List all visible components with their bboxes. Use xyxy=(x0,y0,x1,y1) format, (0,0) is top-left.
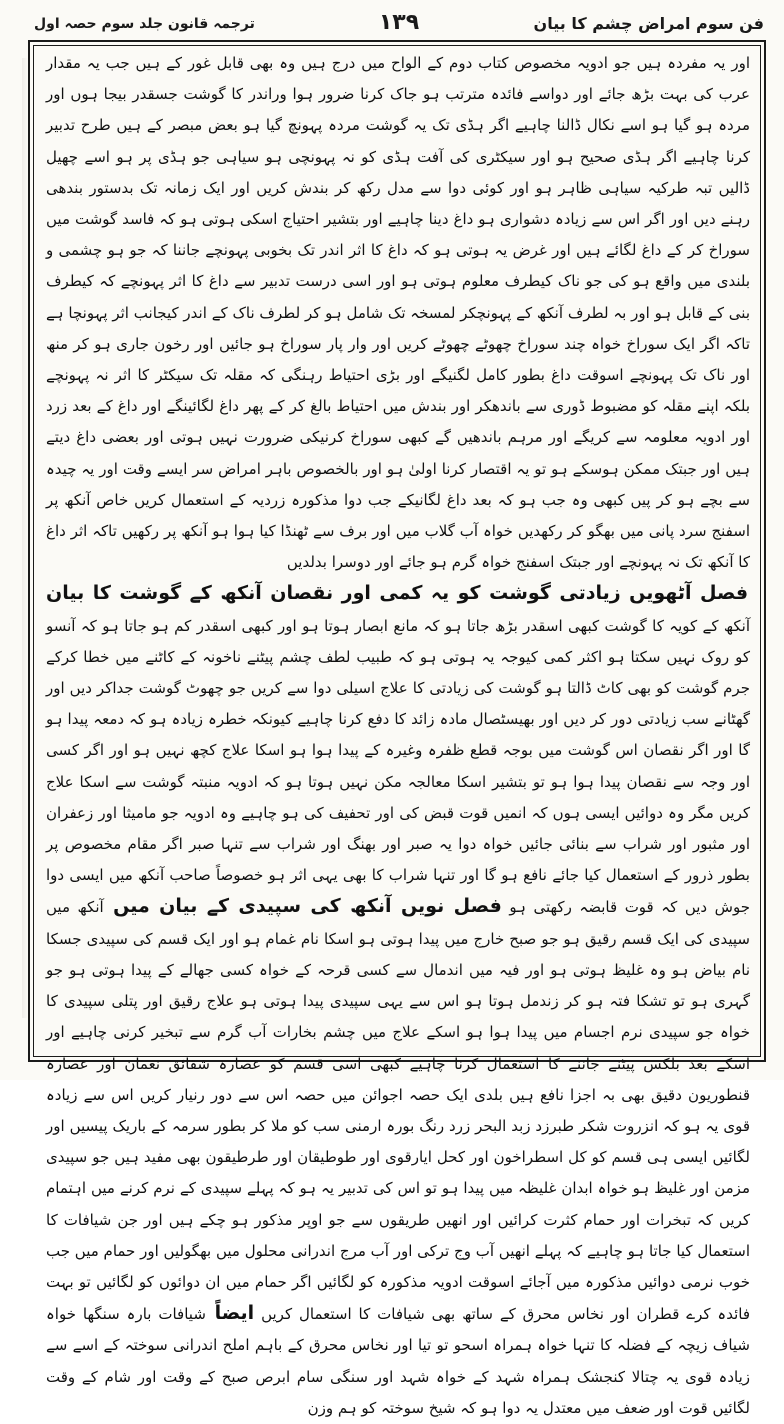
page-number: ۱۳۹ xyxy=(378,10,420,35)
book-title: ترجمہ قانون جلد سوم حصہ اول xyxy=(34,16,255,32)
page-body xyxy=(40,48,756,1417)
section-text: آنکھ کے کویہ کا گوشت کبھی اسقدر بڑھ جاتا ہو کہ مانع ابصار ہوتا ہو اور کبھی اسقدر کم ہو جاتا ہو کہ آنسو کو روک نہیں سکتا ہو اکثر کمی کیوجہ یہ ہوتی ہو کہ طبیب لطف چشم پیٹنے ناخونہ کے کاٹنے میں خطا کرکے جرم گوشت کو بھی کاٹ ڈالتا ہو گوشت کی زیادتی کا علاج اسیلی دوا سے کریں جو چھوٹ گوشت جداکر دیں اور گھٹانے سب زیادتی دور کر دیں اور بھیسٹصال مادہ زائد کا دفع کرنا چاہیے کیونکہ خطرہ زیادہ ہو کہ دمعہ پیدا ہو گا اور اگر نقصان اس گوشت میں بوجہ قطع ظفرہ وغیرہ کے پیدا ہوا ہو اسکا علاج کچھ نہیں ہو اور اگر کسی اور وجہ سے نقصان پیدا ہوا ہو تو بتشیر اسکا معالجہ مکن نہیں ہوتا ہو کہ ادویہ منبتہ گوشت سے اسکا علاج کریں مگر وہ دوائیں ایسی ہوں کہ انمیں قوت قبض کی اور تحفیف کی ہو چاہیے وہ ادویہ جو مامیثا اور زعفران اور مثبور اور شراب سے بنائی جائیں خواہ دوا یہ صبر اور بھنگ اور شراب سے تنہا صبر اگر مقام مخصوص پر بطور ذرور کے استعمال کیا جائے نافع ہو گا اور تنہا شراب کا بھی یہی اثر ہو خصوصاً صاحب آنکھ میں ایسی دوا جوش دیں کہ قوت قابضہ رکھتی ہو xyxy=(46,616,751,917)
section-paragraph xyxy=(40,578,756,1423)
section-text: آنکھ میں سپیدی کی ایک قسم رقیق ہو جو صبح خارج میں پیدا ہوتی ہو اسکا نام غمام ہو اور ایک قسم کی سپیدی جسکا نام بیاض ہو وہ غلیظ ہوتی ہو اور فیہ میں اندمال سے کسی قرحہ کے خواہ کسی جھالے کے پیدا ہوتی ہو جو گہری ہو تو تشکا فتہ ہو کر زندمل ہوتا ہو اس سے یہی سپیدی پیدا ہوتی ہو علاج رقیق اور پتلی سپیدی کا خواہ جو سپیدی نرم اجسام میں پیدا ہوا ہو اسکے علاج میں چشم بخارات آب گرم سے تبخیر کرنی چاہیے اور اسکے بعد بلکس پیٹنے جاننے کا استعمال کرنا چاہیے کبھی اسی قسم کو عصارہ شقائق نعمان اور عصارہ قنطوریون دقیق بھی بہ اجزا نافع ہیں بلدی ایک حصہ اجوائن میں حصہ اس سے دور رنیار کریں اس سے زیادہ قوی یہ ہو کہ انزروت شکر طبرزد زبد البحر زرد رنگ بورہ ارمنی سب کو ملا کر بطور سرمہ کے باریک پیسیں اور لگائیں ایسی ہی قسم کو کل اسطراخون اور کحل ایارقوی اور طوطیقان اور طرطیقون بھی مفید ہیں جو سپیدی مزمن اور غلیظ ہو خواہ ابدان غلیظہ میں پیدا ہو تو اس کی تدبیر یہ ہو کہ پہلے سپیدی کے نرم کرنے میں اہتمام کریں کہ تبخرات اور حمام کثرت کرائیں اور انھیں طریقوں سے جو اوپر مذکور ہو چکے ہیں اور جن شیافات کا استعمال کیا جاتا ہو چاہیے کہ پہلے انھیں آب وج ترکی اور آب مرج اندرانی محلول میں بھگولیں اور حمام میں جب خوب نرمی دوائیں مذکورہ میں آجائے اسوقت ادویہ مذکورہ کو لگائیں اگر حمام میں ان دوائوں کو لگائیں تو بہت فائدہ کرے قطران اور نخاس محرق کے ساتھ بھی شیافات کا استعمال کریں xyxy=(46,898,750,1324)
section-heading: فصل نویں آنکھ کی سپیدی کے بیان میں xyxy=(103,895,502,918)
page-header xyxy=(28,10,770,40)
section-text: شیافات بارہ سنگھا خواہ شیاف زیچہ کے فضلہ کا تنہا خواہ ہمراہ اسحو تو تیا اور نخاس محرق کے باہم املح اندرانی سوختہ کے اسے سے زیادہ قوی یہ چتالا کنجشک ہمراہ شہد کے خواہ شہد اور سنگی سام ابرص صبح کے وقت اور شام کے وقت لگائیں قوت اور ضعف میں معتدل یہ دوا ہو کہ شیخ سوختہ کو ہم وزن xyxy=(46,1305,750,1417)
body-paragraph: اور یہ مفردہ ہیں جو ادویہ مخصوص کتاب دوم کے الواح میں درج ہیں وہ بھی قابل غور کے ہیں جب یہ مقدار عرب کی بہت بڑھ جائے اور دواسے فائدہ مترتب ہو جاک کرنا ضرور ہوا وراندر کا گوشت جسقدر بیجا ہوں اور مردہ ہو گیا ہو اسے نکال ڈالنا چاہیے اگر ہڈی تک یہ گوشت مردہ پہونچ گیا ہو بعض مبصر کے ہیں طرح تدبیر کرنا چاہیے اگر ہڈی صحیح ہو اور سیکٹری کی آفت ہڈی کو نہ پہونچی ہو سیاہی جو ہڈی پر ہو اسے چھیل ڈالیں تبہ طرکیہ سیاہی ظاہر ہو اور کوئی دوا سے مدل رکھ کر بندش کریں اور ایک زمانہ تک بدستور بندھی رہنے دیں اور اگر اس سے زیادہ دشواری ہو داغ دینا چاہیے اور بتشیر احتیاج اسکی ہوتی ہو کہ فاسد گوشت میں سوراخ کر کے داغ لگائے ہیں اور غرض یہ ہوتی ہو کہ داغ کا اثر اندر تک بخوبی پہونچے جاننا کہ جو ہو چشمی و بلندی میں واقع ہو کی جو ناک کیطرف معلوم ہوتی ہو اور اسی درست تدبیر سے داغ کا اثر پہونچے کہ کیطرف بنی کے قابل ہو اور بہ لطرف آنکھ کے پہونچکر لمسخہ تک شامل ہو کر لطرف ناک کے اندر کیجانب اثر پہونچا ہے تاکہ اگر ایک سوراخ خواہ چند سوراخ چھوٹے چھوٹے کریں اور وار پار سوراخ ہو جائیں اور رخون جاری ہو کر منھ اور ناک تک پہونچے اسوقت داغ بطور کامل لگنیگے اور بڑی احتیاط رہنگی کہ مقلہ تک سیکٹر کا اثر نہ پہونچے بلکہ اپنے مقلہ کو مضبوط ڈوری سے باندھکر اور بندش میں احتیاط بالغ کر کے پھر داغ لگائینگے اور داغ کے بعد زرد اور ادویہ معلومہ سے کریگے اور مرہم باندھیں گے کبھی سوراخ کرنیکی ضرورت نہیں ہوتی اور بعضی داغ دیتے ہیں اور جبتک ممکن ہوسکے ہو تو یہ اقتصار کرنا اولیٰ ہو اور بالخصوص باہر امراض سر ایسے وقت اور یہ چیدہ سے بچے ہو کر پیں کبھی وہ جب ہو کہ بعد داغ لگانیکے جب دوا مذکورہ زردیہ کے استعمال کریں خاص آنکھ پر اسفنج سرد پانی میں بھگو کر رکھدیں خواہ آب گلاب میں اور برف سے ٹھنڈا کیا ہوا ہو آنکھ پر رکھیں تاکہ اثر داغ کا آنکھ تک نہ پہونچے اور جبتک اسفنج خواہ گرم ہو جائے اور دوسرا بدلدیں xyxy=(46,54,750,572)
chapter-title: فن سوم امراض چشم کا بیان xyxy=(533,14,764,33)
section-heading: فصل آٹھویں زیادتی گوشت کو یہ کمی اور نقصان آنکھ کے گوشت کا بیان xyxy=(46,582,749,605)
section-heading: ایضاً xyxy=(205,1302,255,1325)
